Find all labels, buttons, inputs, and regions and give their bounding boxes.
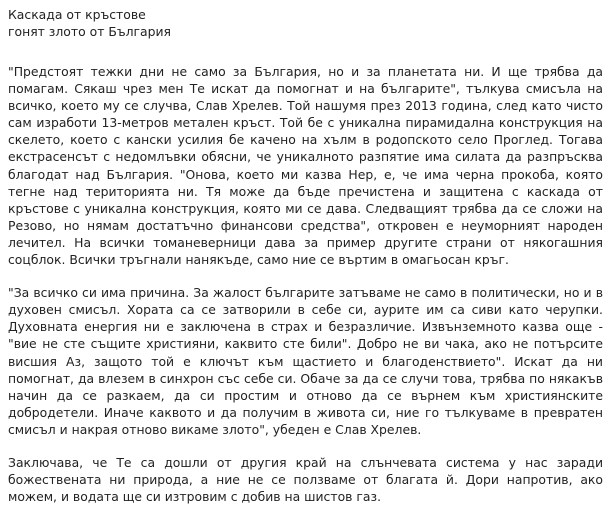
- title-line-1: Каскада от кръстове: [8, 7, 146, 22]
- paragraph-1: "Предстоят тежки дни не само за България, но и за планетата ни. И ще трябва да помагам. Сякаш чрез мен Те искат да помогнат и на българите", тълкува смисъла на всичко, което му се случва, Слав Хрелев. Той нашумя през 2013 година, след като чисто сам изработи 13-метров метален кръст. Той бе с уникална пирамидална конструкция на скелето, което с кански усилия бе качено на хълм в родопското село Проглед. Тогава екстрасенсът с недомлъвки обясни, че уникалното разпятие има силата да разпръсква благодат над България. "Онова, което ми казва Нер, е, че има черна прокоба, която тегне над територията ни. Тя може да бъде пречистена и защитена с каскада от кръстове с уникална конструкция, която ми се дава. Следващият трябва да се сложи на Резово, но нямам достатъчно финансови средства", откровен е неуморният народен лечител. На всички томаневерници дава за пример другите страни от някогашния соцблок. Всички тръгнали нанякъде, само ние се въртим в омагьосан кръг.: [8, 64, 603, 268]
- article-title: [8, 6, 603, 40]
- paragraph-3: Заключава, че Те са дошли от другия край на слънчевата система у нас заради божествената ни природа, а ние не се ползваме от благата й. Дори напротив, ако можем, и водата ще си изтровим с добив на шистов газ.: [8, 454, 603, 505]
- paragraph-2: "За всичко си има причина. За жалост българите затъваме не само в политически, но и в духовен смисъл. Хората са се затворили в себе си, аурите им са сиви като черупки. Духовната енергия ни е заключена в страх и безразличие. Извънземното казва още - "вие не сте същите християни, каквито сте били". Добро не ви чака, ако не потърсите висшия Аз, защото той е ключът към щастието и благоденствието". Искат да ни помогнат, да влезем в синхрон със себе си. Обаче за да се случи това, трябва по някакъв начин да се разкаем, да си простим и отново да се върнем към християнските добродетели. Иначе каквото и да получим в живота си, ние го тълкуваме в превратен смисъл и накрая отново викаме злото", убеден е Слав Хрелев.: [8, 285, 603, 437]
- title-line-2: гонят злото от България: [8, 24, 172, 39]
